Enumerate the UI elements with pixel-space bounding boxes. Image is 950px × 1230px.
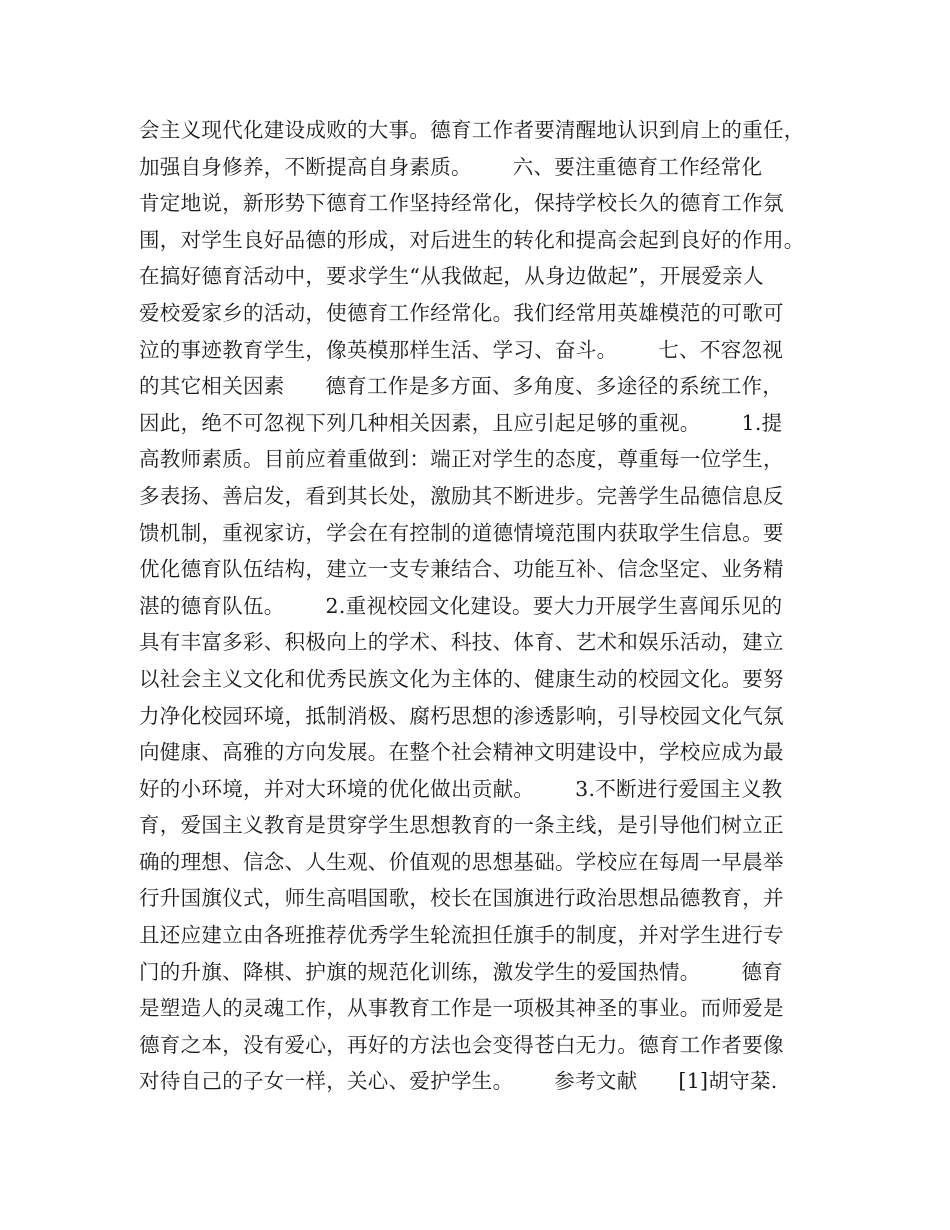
text-line: 确的理想、信念、人生观、价值观的思想基础。学校应在每周一早晨举 [139, 849, 784, 874]
text-line: 向健康、高雅的方向发展。在整个社会精神文明建设中，学校应成为最 [139, 740, 784, 765]
text-line: 行升国旗仪式，师生高唱国歌，校长在国旗进行政治思想品德教育，并 [139, 886, 784, 911]
text-line: 具有丰富多彩、积极向上的学术、科技、体育、艺术和娱乐活动，建立 [139, 630, 784, 655]
text-line: 爱校爱家乡的活动，使德育工作经常化。我们经常用英雄模范的可歌可 [139, 300, 784, 325]
text-line: 湛的德育队伍。 2.重视校园文化建设。要大力开展学生喜闻乐见的 [139, 593, 783, 618]
text-line: 在搞好德育活动中，要求学生“从我做起，从身边做起”，开展爱亲人 [139, 264, 764, 289]
text-line: 的其它相关因素 德育工作是多方面、多角度、多途径的系统工作， [139, 374, 784, 399]
text-line: 门的升旗、降棋、护旗的规范化训练，激发学生的爱国热情。 德育 [139, 959, 784, 984]
body-text [139, 112, 829, 1100]
text-line: 力净化校园环境，抵制消极、腐朽思想的渗透影响，引导校园文化气氛 [139, 703, 784, 728]
text-line: 肯定地说，新形势下德育工作坚持经常化，保持学校长久的德育工作氛 [139, 191, 784, 216]
text-line: 泣的事迹教育学生，像英模那样生活、学习、奋斗。 七、不容忽视 [139, 337, 784, 362]
text-line: 馈机制，重视家访，学会在有控制的道德情境范围内获取学生信息。要 [139, 520, 784, 545]
text-line: 育，爱国主义教育是贯穿学生思想教育的一条主线，是引导他们树立正 [139, 813, 784, 838]
text-line: 对待自己的子女一样，关心、爱护学生。 参考文献 [1]胡守棻. [139, 1069, 778, 1094]
text-line: 德育之本，没有爱心，再好的方法也会变得苍白无力。德育工作者要像 [139, 1032, 784, 1057]
text-line: 多表扬、善启发，看到其长处，激励其不断进步。完善学生品德信息反 [139, 483, 784, 508]
text-line: 会主义现代化建设成败的大事。德育工作者要清醒地认识到肩上的重任， [139, 118, 805, 142]
text-line: 加强自身修养，不断提高自身素质。 六、要注重德育工作经常化 [139, 154, 763, 179]
text-line: 且还应建立由各班推荐优秀学生轮流担任旗手的制度，并对学生进行专 [139, 923, 784, 948]
text-line: 好的小环境，并对大环境的优化做出贡献。 3.不断进行爱国主义教 [139, 776, 783, 801]
text-line: 高教师素质。目前应着重做到：端正对学生的态度，尊重每一位学生， [139, 447, 784, 472]
text-line: 是塑造人的灵魂工作，从事教育工作是一项极其神圣的事业。而师爱是 [139, 996, 784, 1021]
text-line: 以社会主义文化和优秀民族文化为主体的、健康生动的校园文化。要努 [139, 666, 784, 691]
text-line: 因此，绝不可忽视下列几种相关因素，且应引起足够的重视。 1.提 [139, 410, 783, 435]
text-line: 围，对学生良好品德的形成，对后进生的转化和提高会起到良好的作用。 [139, 227, 805, 252]
text-line: 优化德育队伍结构，建立一支专兼结合、功能互补、信念坚定、业务精 [139, 557, 784, 582]
